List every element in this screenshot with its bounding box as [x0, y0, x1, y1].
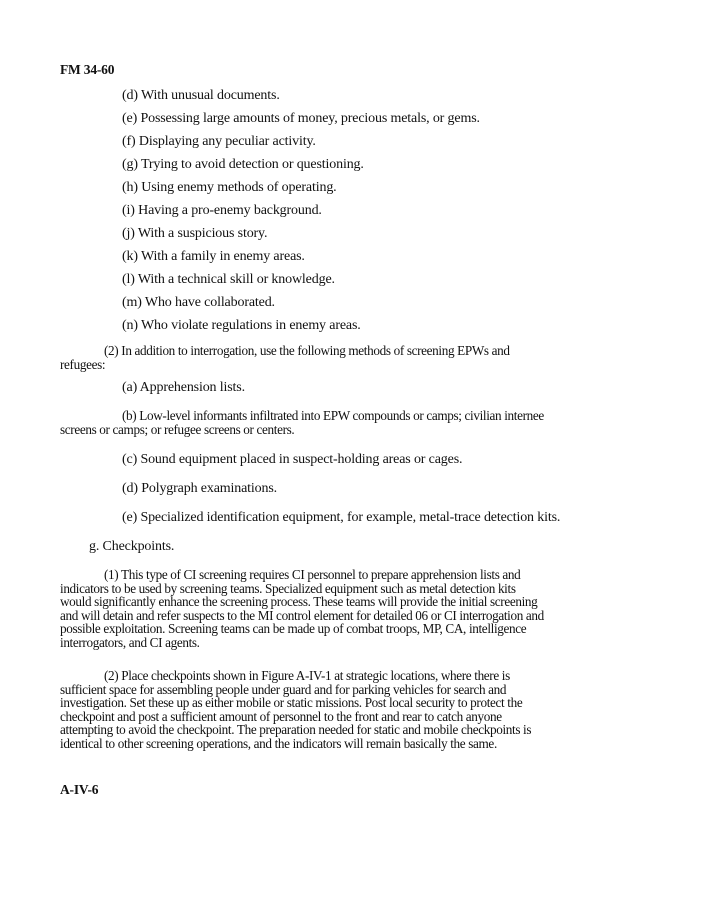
method-text: Apprehension lists. [139, 380, 245, 395]
method-item-c: (c) Sound equipment placed in suspect-holding areas or cages. [122, 452, 463, 467]
method-label: (b) [122, 408, 137, 423]
list-item-label: (i) [122, 203, 135, 218]
list-item [122, 157, 364, 173]
paragraph-line: (2) Place checkpoints shown in Figure A-IV-1 at strategic locations, where there is [104, 668, 510, 683]
list-item-text: Who violate regulations in enemy areas. [140, 318, 361, 333]
list-item-text: Trying to avoid detection or questioning. [140, 157, 364, 172]
list-item-text: With a technical skill or knowledge. [137, 272, 335, 287]
method-text: Low-level informants infiltrated into EPW compounds or camps; civilian internee [139, 408, 544, 423]
list-item [122, 134, 316, 150]
paragraph-line: and will detain and refer suspects to the MI control element for detailed 06 or CI interrogation and [60, 607, 544, 623]
paragraph-line: attempting to avoid the checkpoint. The preparation needed for static and mobile checkpoints is [60, 722, 532, 737]
paragraph-line: possible exploitation. Screening teams can be made up of combat troops, MP, CA, intelligence [60, 621, 527, 636]
method-item-b [60, 409, 660, 436]
paragraph-line: interrogators, and CI agents. [60, 634, 200, 650]
list-item [122, 203, 322, 219]
list-item-text: With a family in enemy areas. [140, 249, 305, 264]
method-item-a [122, 380, 245, 396]
list-item-label: (l) [122, 272, 135, 287]
list-item [122, 226, 267, 242]
list-item [122, 318, 361, 334]
method-label: (a) [122, 380, 138, 395]
paragraph-line: (1) This type of CI screening requires CI personnel to prepare apprehension lists and [104, 567, 521, 582]
list-item-label: (m) [122, 295, 142, 310]
list-item [122, 249, 305, 265]
paragraph-line: (2) In addition to interrogation, use the following methods of screening EPWs and [104, 343, 510, 358]
document-id: FM 34-60 [60, 62, 115, 77]
list-item [122, 295, 275, 311]
list-item-label: (d) [122, 88, 138, 103]
list-item-text: Using enemy methods of operating. [141, 180, 337, 195]
list-item-label: (e) [122, 111, 138, 126]
page-number: A-IV-6 [60, 782, 99, 797]
list-item-text: With unusual documents. [140, 88, 280, 103]
list-item-text: Displaying any peculiar activity. [138, 134, 316, 149]
list-item [122, 272, 335, 288]
list-item-label: (f) [122, 134, 136, 149]
list-item-label: (j) [122, 226, 135, 241]
paragraph-line: sufficient space for assembling people under guard and for parking vehicles for search and [60, 681, 507, 697]
paragraph-line: would significantly enhance the screening process. These teams will provide the initial screening [60, 594, 538, 609]
paragraph-line: checkpoint and post a sufficient amount of personnel to the front and rear to catch anyone [60, 708, 502, 724]
list-item-text: Possessing large amounts of money, precious metals, or gems. [140, 111, 480, 126]
list-item-label: (h) [122, 180, 138, 195]
list-item-text: With a suspicious story. [137, 226, 268, 241]
list-item [122, 88, 280, 104]
paragraph-line: screens or camps; or refugee screens or centers. [60, 421, 295, 437]
paragraph-line: refugees: [60, 356, 106, 372]
list-item-text: Who have collaborated. [144, 295, 275, 310]
method-item-e: (e) Specialized identification equipment, for example, metal-trace detection kits. [122, 510, 561, 525]
paragraph-line [60, 409, 660, 423]
method-item-d: (d) Polygraph examinations. [122, 481, 277, 496]
paragraph-line: indicators to be used by screening teams. Specialized equipment such as metal detection kits [60, 580, 516, 596]
checkpoint-paragraph-1 [60, 568, 670, 649]
section-heading: g. Checkpoints. [89, 539, 175, 554]
list-item [122, 111, 480, 127]
list-item [122, 180, 337, 196]
list-item-text: Having a pro-enemy background. [138, 203, 322, 218]
paragraph-2-intro [60, 344, 660, 371]
paragraph-line: identical to other screening operations, and the indicators will remain basically the same. [60, 735, 497, 751]
list-item-label: (n) [122, 318, 138, 333]
checkpoint-paragraph-2 [60, 669, 670, 750]
list-item-label: (g) [122, 157, 138, 172]
list-item-label: (k) [122, 249, 138, 264]
paragraph-line: investigation. Set these up as either mobile or static missions. Post local security to protect the [60, 695, 523, 710]
